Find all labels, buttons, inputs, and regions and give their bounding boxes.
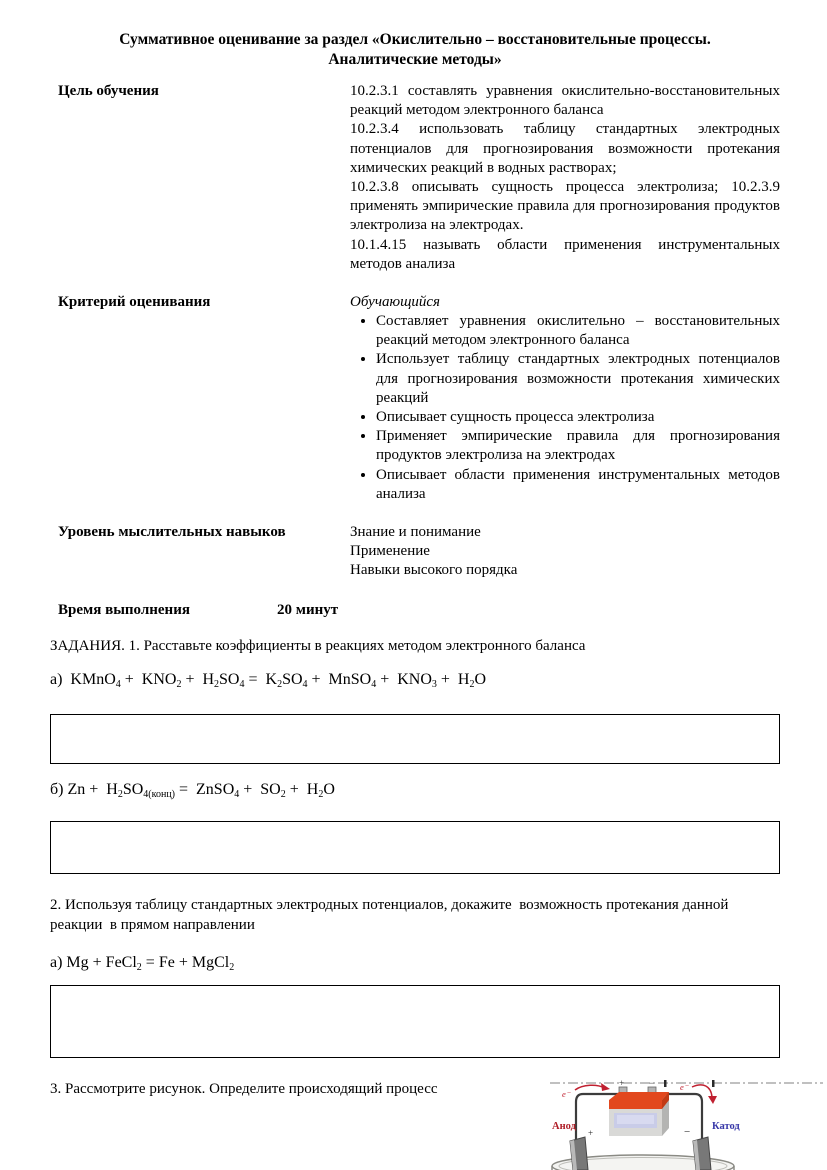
- equation-2a: а) Mg + FeCl$_2$ = Fe + MgCl$_2$: [50, 953, 235, 973]
- equation-1a: а) KMnO$_4$ + $KNO_2 + H_2SO_4 = K_2SO_4$ + MnSO$_4$ + $KNO_3 + H_2O$: [50, 670, 487, 690]
- battery-minus-sign: −: [649, 1078, 655, 1088]
- criteria-intro: Обучающийся: [350, 293, 441, 310]
- learning-objectives-text: [350, 82, 780, 274]
- cathode-label: Катод: [712, 1121, 740, 1132]
- learning-objectives-label: Цель обучения: [58, 83, 159, 99]
- criteria-text: [350, 293, 780, 504]
- thinking-skills-values: [350, 523, 780, 581]
- electron-label-right: e⁻: [680, 1082, 689, 1092]
- equation-1b: б) $Zn + H_2SO_{4(конц)}$ = ZnSO$_4$ + $SO_2 + H_2O$: [50, 780, 335, 800]
- time-row: [50, 601, 780, 620]
- objective-paragraph: 10.2.3.1 составлять уравнения окислительно-восстановительных реакций методом электронного баланса: [350, 83, 780, 119]
- battery-plus-sign: +: [619, 1078, 625, 1088]
- criteria-item: • Составляет уравнения окислительно – восстановительных реакций методом электронного баланса: [376, 312, 780, 350]
- electron-arrow-left: [575, 1083, 610, 1091]
- anode-plus-sign: +: [588, 1128, 594, 1138]
- thinking-skills-row: [50, 523, 780, 581]
- thinking-skills-label: Уровень мыслительных навыков: [58, 523, 286, 540]
- objective-paragraph: 10.2.3.8 описывать сущность процесса электролиза; 10.2.3.9 применять эмпирические правила для прогнозирования продуктов электролиза на электродах.: [350, 178, 780, 234]
- objective-paragraph: 10.1.4.15 называть области применения инструментальных методов анализа: [350, 236, 780, 272]
- criteria-label: Критерий оценивания: [58, 293, 211, 310]
- skill-level: Знание и понимание: [350, 523, 481, 540]
- answer-box-1a[interactable]: [50, 714, 780, 764]
- task-3-text: 3. Рассмотрите рисунок. Определите происходящий процесс: [50, 1080, 438, 1097]
- criteria-item: • Использует таблицу стандартных электродных потенциалов для прогнозирования возможности протекания химических реакций: [376, 350, 780, 408]
- criteria-item: • Описывает области применения инструментальных методов анализа: [376, 466, 780, 504]
- cathode-minus-sign: −: [684, 1126, 691, 1138]
- tasks-heading: ЗАДАНИЯ. 1. Расставьте коэффициенты в реакциях методом электронного баланса: [50, 637, 586, 654]
- electrolysis-figure: [545, 1078, 827, 1170]
- criteria-list: [350, 312, 780, 504]
- skill-level: Применение: [350, 543, 430, 560]
- answer-box-2a[interactable]: [50, 985, 780, 1058]
- skill-level: Навыки высокого порядка: [350, 562, 518, 579]
- criteria-item: • Применяет эмпирические правила для прогнозирования продуктов электролиза на электродах: [376, 427, 780, 465]
- answer-box-1b[interactable]: [50, 821, 780, 874]
- title-line-1: Суммативное оценивание за раздел «Окислительно – восстановительные процессы.: [119, 31, 711, 48]
- page-title: [50, 30, 780, 69]
- objective-paragraph: 10.2.3.4 использовать таблицу стандартных электродных потенциалов для прогнозирования возможности протекания химических реакций в водных растворах;: [350, 121, 780, 176]
- time-value: 20 минут: [277, 601, 339, 618]
- criteria-row: [50, 293, 780, 504]
- anode-label: Анод: [552, 1121, 576, 1132]
- time-label: Время выполнения: [58, 601, 190, 618]
- task-2-text: 2. Используя таблицу стандартных электродных потенциалов, докажите возможность протекания данной реакции в прямом направлении: [50, 897, 736, 933]
- learning-objectives-row: [50, 82, 780, 274]
- electron-label-left: e⁻: [562, 1089, 571, 1099]
- electrolysis-diagram: [545, 1078, 827, 1170]
- battery-icon: [609, 1087, 669, 1136]
- criteria-item: • Описывает сущность процесса электролиза: [376, 408, 780, 427]
- title-line-2: Аналитические методы»: [328, 50, 502, 68]
